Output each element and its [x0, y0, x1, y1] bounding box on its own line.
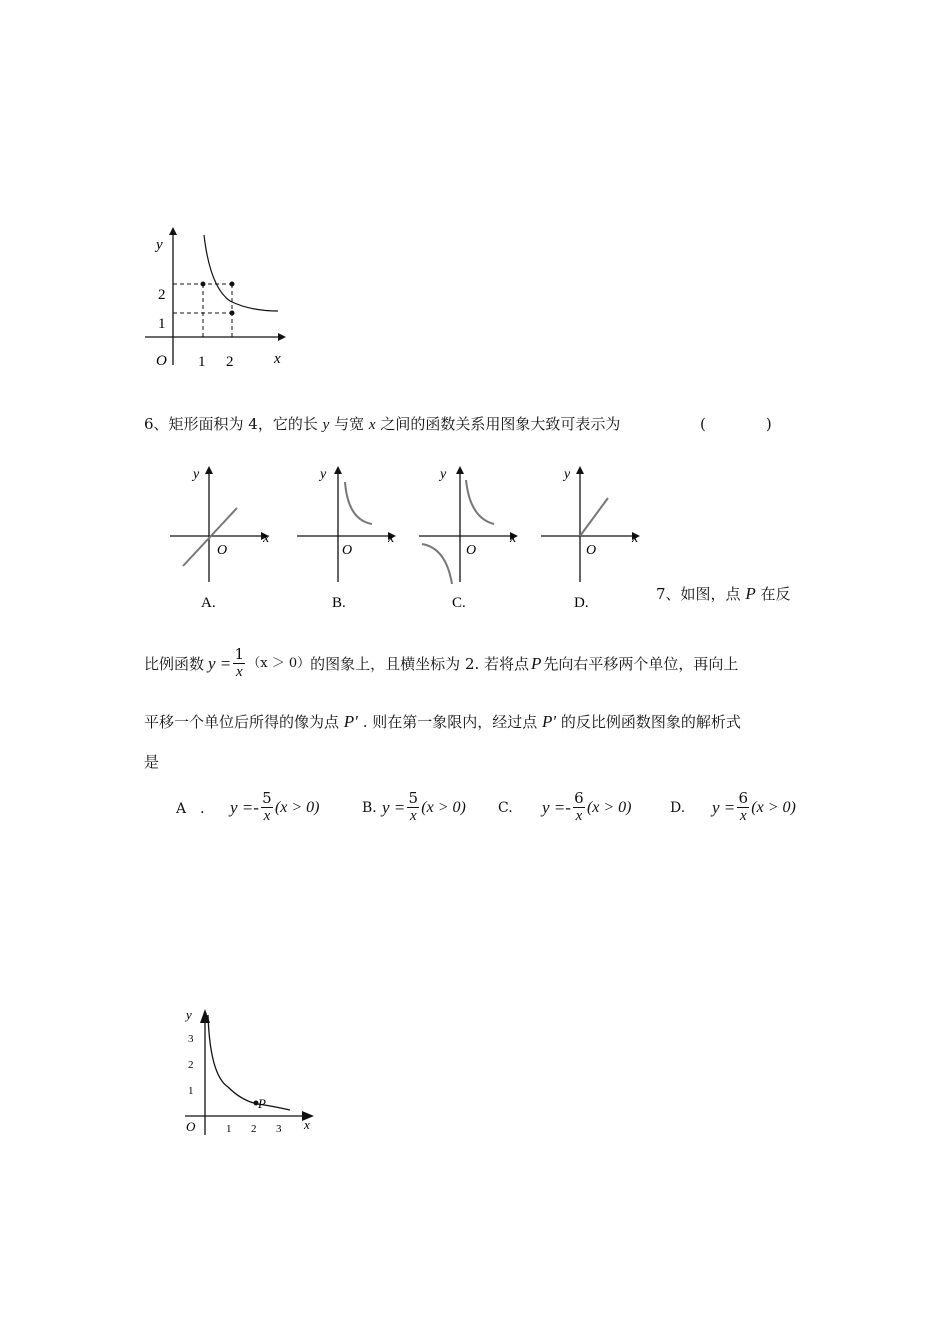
q7-option-a	[176, 790, 320, 825]
bottom-y-tick-1: 1	[188, 1085, 194, 1097]
option-b-lhs: y =	[382, 797, 406, 817]
bottom-x-tick-2: 2	[251, 1123, 257, 1135]
bottom-figure	[180, 1005, 320, 1140]
q7-line-3	[144, 712, 741, 732]
q7-line3-c: 的反比例函数图象的解析式	[560, 713, 741, 731]
option-d-lhs: y =	[712, 797, 736, 817]
q7-line-4: 是	[144, 753, 160, 771]
q7-line2-c: 先向右平移两个单位，再向上	[543, 654, 739, 673]
option-d-den: x	[739, 808, 747, 824]
q7-option-b	[362, 790, 466, 825]
q6-graph-d	[536, 462, 646, 612]
option-c-den: x	[575, 808, 583, 824]
bottom-y-tick-2: 2	[188, 1059, 194, 1071]
q7-line-2	[144, 646, 738, 681]
option-b-den: x	[409, 808, 417, 824]
option-a-label: A ．	[176, 800, 215, 817]
question-6	[144, 414, 620, 435]
graph-a-label: A.	[201, 595, 216, 611]
option-a-lhs: y =-	[230, 797, 259, 817]
bottom-y-tick-3: 3	[188, 1033, 194, 1045]
graph-c-y: y	[440, 467, 447, 482]
graph-b-o: O	[342, 543, 353, 558]
q6-graph-a	[165, 462, 275, 612]
top-figure	[140, 225, 290, 375]
bottom-y-label: y	[186, 1007, 192, 1022]
option-a-num: 5	[262, 789, 272, 807]
option-c-lhs: y =-	[542, 797, 571, 817]
q7-line2-a: 比例函数	[144, 654, 205, 673]
point-p-label: P	[258, 1096, 266, 1111]
graph-c-label: C.	[452, 595, 466, 611]
q7-option-d	[670, 790, 796, 825]
option-c-label: C.	[498, 799, 513, 816]
q6-answer-bracket: ( )	[700, 415, 772, 433]
option-b-fraction	[407, 790, 419, 825]
q7-var-p-2: P	[531, 653, 542, 673]
q7-line2-cond: （x ＞ 0）	[247, 655, 311, 671]
q7-frac-num: 1	[234, 645, 245, 663]
q7-eq-y: y =	[208, 653, 232, 673]
x-tick-1: 1	[198, 354, 206, 370]
option-c-cond: (x > 0)	[586, 798, 632, 816]
x-tick-2: 2	[226, 354, 234, 370]
option-c-fraction	[573, 790, 585, 825]
option-d-num: 6	[738, 789, 749, 807]
q6-graph-c	[414, 462, 524, 612]
q7-var-pp: P′	[343, 712, 358, 731]
option-d-fraction	[737, 790, 749, 825]
option-a-den: x	[263, 808, 271, 824]
q7-var-pp-2: P′	[542, 712, 557, 731]
graph-b-x: x	[388, 531, 395, 546]
q7-line3-b: . 则在第一象限内，经过点	[362, 713, 538, 731]
q7-fraction	[233, 646, 245, 681]
graph-d-o: O	[586, 543, 597, 558]
q6-var-x: x	[368, 417, 376, 433]
graph-c-o: O	[466, 543, 477, 558]
option-c-num: 6	[574, 789, 584, 807]
q6-text-c: 之间的函数关系用图象大致可表示为	[380, 415, 621, 433]
y-tick-2: 2	[158, 287, 166, 303]
q7-line1-b: 在反	[760, 585, 791, 603]
q7-line-1	[656, 584, 791, 604]
q7-line1-a: 7、如图，点	[656, 585, 741, 603]
x-axis-label: x	[274, 351, 281, 367]
option-b-num: 5	[408, 789, 419, 807]
q7-var-p: P	[745, 584, 756, 603]
option-a-fraction	[261, 790, 273, 825]
graph-d-label: D.	[574, 595, 589, 611]
q7-option-c	[498, 790, 632, 825]
option-b-label: B.	[362, 799, 377, 816]
graph-d-x: x	[632, 531, 639, 546]
origin-label: O	[156, 353, 167, 369]
q7-frac-den: x	[235, 664, 243, 680]
option-b-cond: (x > 0)	[421, 798, 466, 816]
q6-var-y: y	[322, 417, 330, 433]
q6-graph-b	[292, 462, 402, 612]
option-d-cond: (x > 0)	[751, 798, 796, 816]
q7-line2-b: 的图象上，且横坐标为 2. 若将点	[310, 654, 530, 673]
bottom-x-tick-3: 3	[276, 1123, 282, 1135]
graph-a-y: y	[193, 467, 200, 482]
bottom-origin: O	[186, 1119, 196, 1134]
q6-text-a: 6、矩形面积为 4，它的长	[144, 415, 318, 433]
graph-c-x: x	[510, 531, 517, 546]
option-a-cond: (x > 0)	[274, 798, 320, 816]
y-tick-1: 1	[158, 316, 166, 332]
graph-b-label: B.	[332, 595, 346, 611]
q6-text-b: 与宽	[334, 415, 365, 433]
graph-a-x: x	[263, 531, 270, 546]
graph-a-o: O	[217, 543, 228, 558]
graph-d-y: y	[564, 467, 571, 482]
bottom-x-label: x	[304, 1117, 310, 1132]
q7-line3-a: 平移一个单位后所得的像为点	[144, 713, 340, 731]
bottom-x-tick-1: 1	[226, 1123, 232, 1135]
option-d-label: D.	[670, 799, 686, 816]
y-axis-label: y	[156, 237, 163, 253]
graph-b-y: y	[320, 467, 327, 482]
